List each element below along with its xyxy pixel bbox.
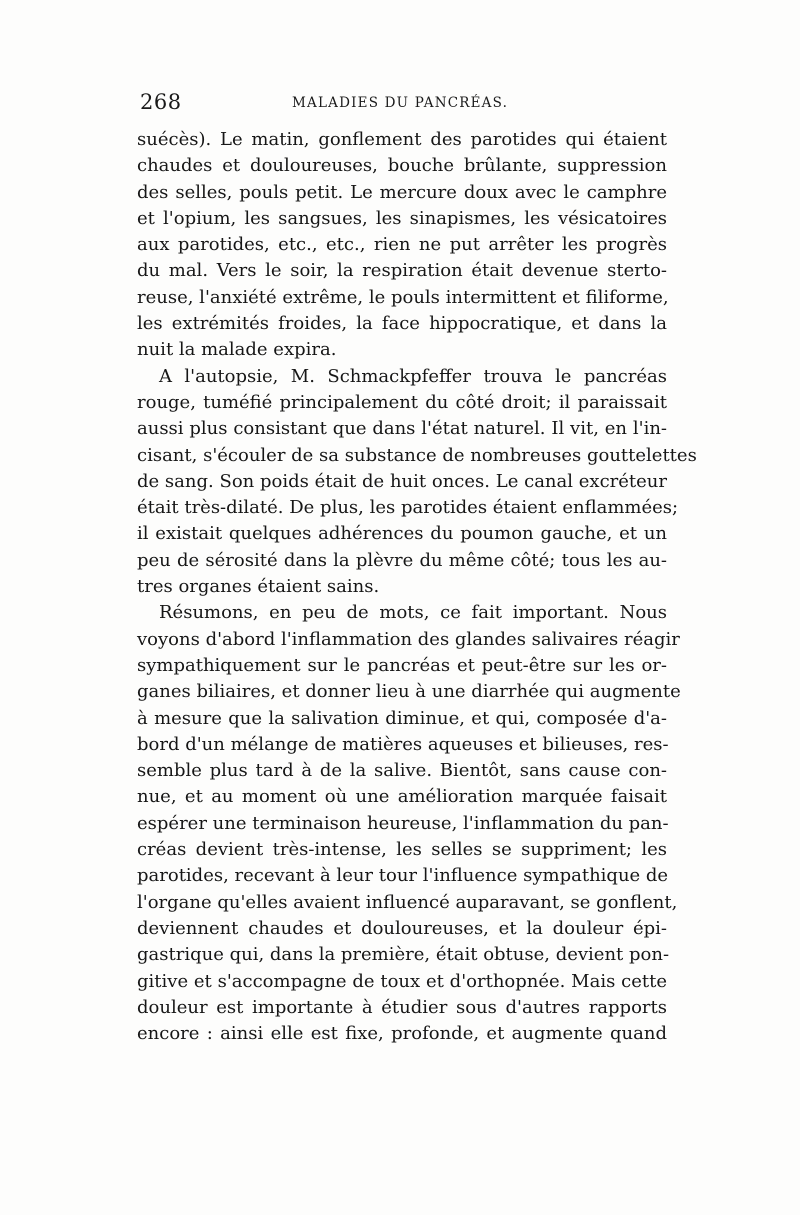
body-text bbox=[137, 127, 697, 1047]
page-number: 268 bbox=[140, 90, 182, 114]
text-line: et l'opium, les sangsues, les sinapismes, les vésicatoires bbox=[137, 207, 667, 229]
text-line: l'organe qu'elles avaient influencé auparavant, se gonflent, bbox=[137, 891, 678, 913]
text-line: nuit la malade expira. bbox=[137, 339, 337, 361]
text-line: cisant, s'écouler de sa substance de nombreuses gouttelettes bbox=[137, 444, 697, 466]
text-line: encore : ainsi elle est fixe, profonde, et augmente quand bbox=[137, 1023, 667, 1045]
text-line: du mal. Vers le soir, la respiration était devenue sterto- bbox=[137, 260, 667, 282]
page-header bbox=[140, 90, 660, 120]
text-line: espérer une terminaison heureuse, l'inflammation du pan- bbox=[137, 812, 669, 834]
text-line: A l'autopsie, M. Schmackpfeffer trouva le pancréas bbox=[159, 365, 667, 387]
text-line: reuse, l'anxiété extrême, le pouls intermittent et filiforme, bbox=[137, 286, 669, 308]
text-line: il existait quelques adhérences du poumon gauche, et un bbox=[137, 523, 667, 545]
text-line: sympathiquement sur le pancréas et peut-être sur les or- bbox=[137, 654, 667, 676]
running-title: MALADIES DU PANCRÉAS. bbox=[292, 95, 509, 111]
text-line: semble plus tard à de la salive. Bientôt, sans cause con- bbox=[137, 760, 667, 782]
text-line: gitive et s'accompagne de toux et d'orthopnée. Mais cette bbox=[137, 970, 667, 992]
text-line: était très-dilaté. De plus, les parotides étaient enflammées; bbox=[137, 497, 679, 519]
text-line: à mesure que la salivation diminue, et qui, composée d'a- bbox=[137, 707, 667, 729]
text-line: Résumons, en peu de mots, ce fait important. Nous bbox=[159, 602, 667, 624]
text-line: créas devient très-intense, les selles se suppriment; les bbox=[137, 839, 667, 861]
text-line: peu de sérosité dans la plèvre du même côté; tous les au- bbox=[137, 549, 667, 571]
text-line: suécès). Le matin, gonflement des parotides qui étaient bbox=[137, 129, 667, 150]
text-line: les extrémités froides, la face hippocratique, et dans la bbox=[137, 313, 667, 335]
text-line: nue, et au moment où une amélioration marquée faisait bbox=[137, 786, 667, 808]
text-line: gastrique qui, dans la première, était obtuse, devient pon- bbox=[137, 944, 670, 966]
text-line: tres organes étaient sains. bbox=[137, 576, 380, 598]
text-line: des selles, pouls petit. Le mercure doux avec le camphre bbox=[137, 181, 667, 203]
text-line: de sang. Son poids était de huit onces. Le canal excréteur bbox=[137, 470, 667, 492]
text-line: aux parotides, etc., etc., rien ne put arrêter les progrès bbox=[137, 234, 667, 256]
text-line: bord d'un mélange de matières aqueuses et bilieuses, res- bbox=[137, 733, 669, 755]
text-line: parotides, recevant à leur tour l'influence sympathique de bbox=[137, 865, 669, 887]
text-line: deviennent chaudes et douloureuses, et la douleur épi- bbox=[137, 917, 667, 939]
text-line: voyons d'abord l'inflammation des glandes salivaires réagir bbox=[137, 628, 680, 650]
text-line: rouge, tuméfié principalement du côté droit; il paraissait bbox=[137, 391, 667, 413]
text-line: douleur est importante à étudier sous d'autres rapports bbox=[137, 996, 667, 1018]
text-line: aussi plus consistant que dans l'état naturel. Il vit, en l'in- bbox=[137, 418, 667, 440]
text-line: chaudes et douloureuses, bouche brûlante, suppression bbox=[137, 155, 667, 177]
text-line: ganes biliaires, et donner lieu à une diarrhée qui augmente bbox=[137, 681, 681, 703]
